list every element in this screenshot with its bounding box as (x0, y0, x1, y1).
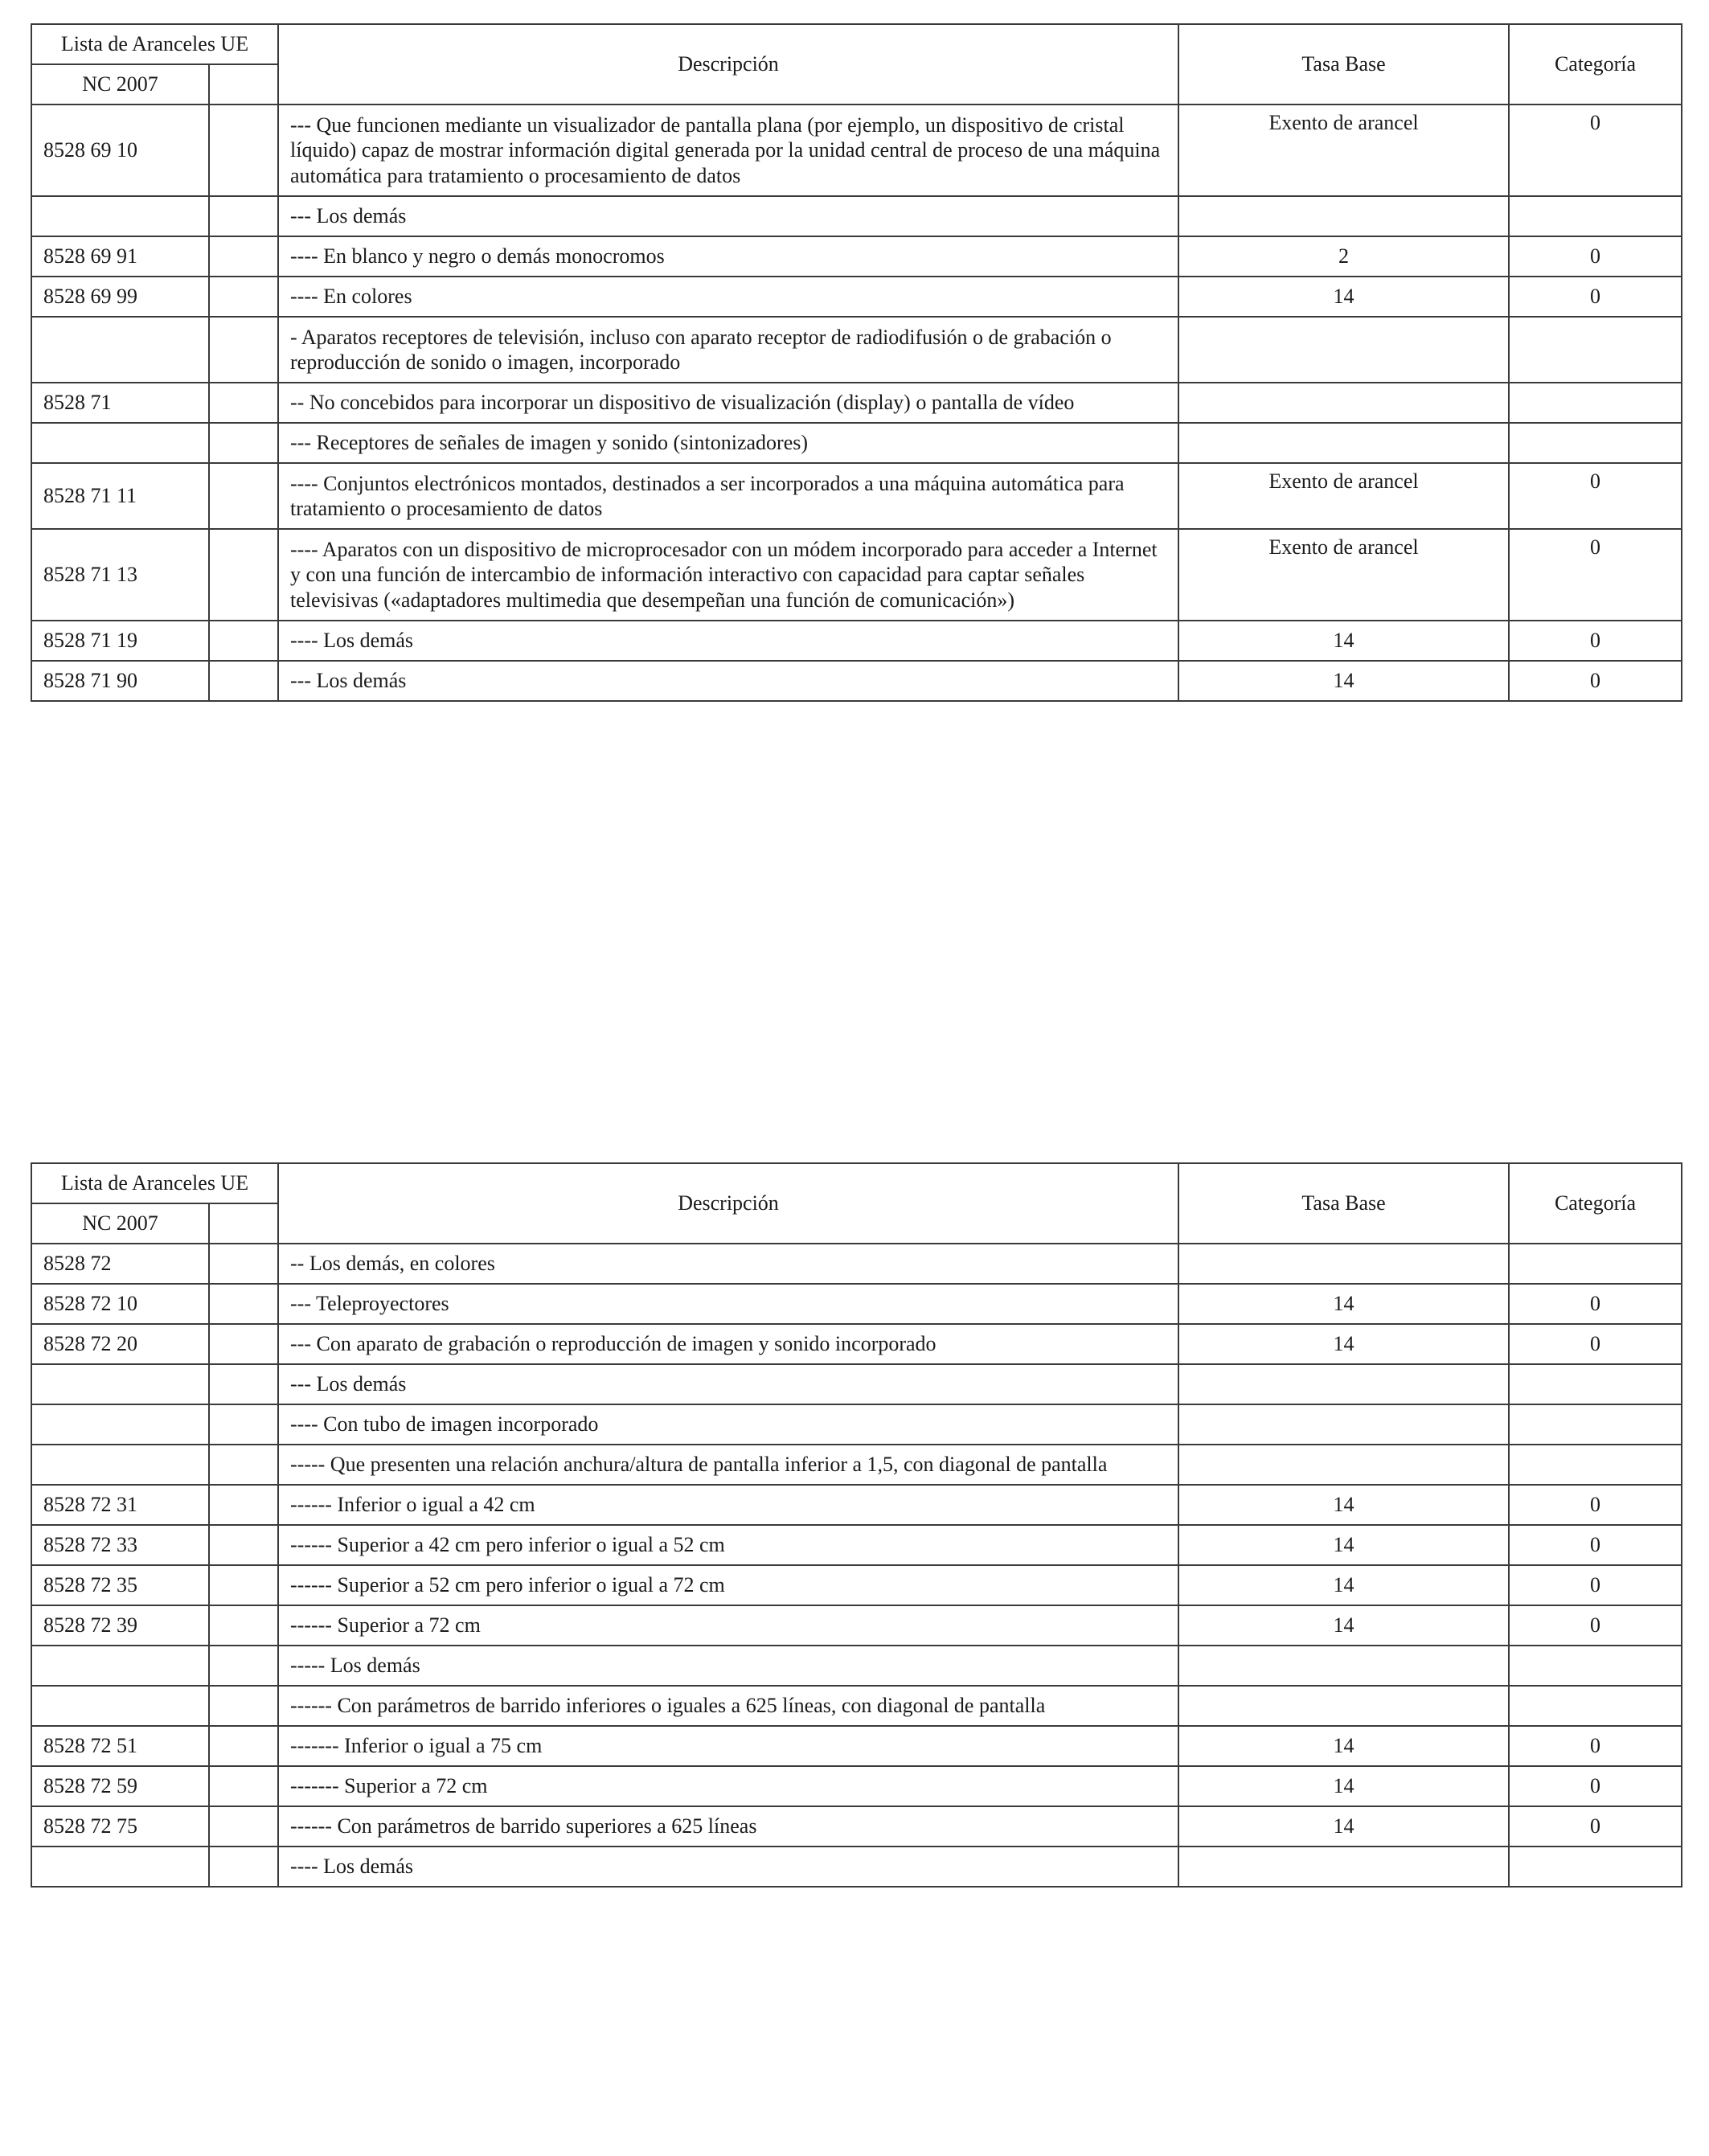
base-rate-header: Tasa Base (1178, 1163, 1509, 1244)
base-rate: 2 (1178, 236, 1509, 277)
category: 0 (1509, 1806, 1682, 1847)
nc-code: 8528 72 75 (31, 1806, 209, 1847)
category: 0 (1509, 529, 1682, 621)
table-header (31, 1163, 1682, 1244)
nc-sub-header (209, 1203, 278, 1244)
category: 0 (1509, 463, 1682, 529)
nc-sub-header (209, 64, 278, 105)
nc-code (31, 1847, 209, 1887)
base-rate (1178, 1686, 1509, 1726)
nc-header: NC 2007 (31, 1203, 209, 1244)
description: ---- En blanco y negro o demás monocromos (278, 236, 1178, 277)
base-rate: 14 (1178, 1605, 1509, 1646)
base-rate (1178, 1244, 1509, 1284)
nc-sub (209, 1605, 278, 1646)
table-row (31, 196, 1682, 236)
nc-sub (209, 236, 278, 277)
table-row (31, 105, 1682, 196)
nc-header: NC 2007 (31, 64, 209, 105)
description: --- Los demás (278, 661, 1178, 701)
base-rate: 14 (1178, 1485, 1509, 1525)
table-row (31, 1244, 1682, 1284)
base-rate: 14 (1178, 1766, 1509, 1806)
base-rate-header: Tasa Base (1178, 24, 1509, 105)
nc-sub (209, 1244, 278, 1284)
description: ------ Superior a 72 cm (278, 1605, 1178, 1646)
base-rate: 14 (1178, 1324, 1509, 1364)
description: ----- Que presenten una relación anchura/altura de pantalla inferior a 1,5, con diagonal de pantalla (278, 1445, 1178, 1485)
category (1509, 1686, 1682, 1726)
table-row (31, 621, 1682, 661)
nc-code: 8528 69 99 (31, 277, 209, 317)
category (1509, 1404, 1682, 1445)
table-row (31, 383, 1682, 423)
base-rate: 14 (1178, 1726, 1509, 1766)
base-rate (1178, 1364, 1509, 1404)
nc-code: 8528 72 59 (31, 1766, 209, 1806)
category: 0 (1509, 236, 1682, 277)
nc-sub (209, 1646, 278, 1686)
table-row (31, 317, 1682, 383)
description-header: Descripción (278, 24, 1178, 105)
nc-code (31, 317, 209, 383)
table-row (31, 277, 1682, 317)
base-rate: Exento de arancel (1178, 105, 1509, 196)
description: --- Los demás (278, 196, 1178, 236)
table-header (31, 24, 1682, 105)
base-rate (1178, 1445, 1509, 1485)
description: ---- En colores (278, 277, 1178, 317)
description: --- Que funcionen mediante un visualizador de pantalla plana (por ejemplo, un dispositivo de cristal líquido) capaz de mostrar información digital generada por la unidad central de proceso de una máquina automática para tratamiento o procesamiento de datos (278, 105, 1178, 196)
category: 0 (1509, 1525, 1682, 1565)
nc-code (31, 1404, 209, 1445)
base-rate (1178, 383, 1509, 423)
description: --- Los demás (278, 1364, 1178, 1404)
schedule-header: Lista de Aranceles UE (31, 1163, 278, 1203)
nc-code: 8528 71 19 (31, 621, 209, 661)
category (1509, 1445, 1682, 1485)
base-rate: 14 (1178, 1565, 1509, 1605)
table-row (31, 1445, 1682, 1485)
table-row (31, 1646, 1682, 1686)
category (1509, 1646, 1682, 1686)
description: --- Con aparato de grabación o reproducción de imagen y sonido incorporado (278, 1324, 1178, 1364)
nc-code: 8528 71 11 (31, 463, 209, 529)
description: ---- Los demás (278, 1847, 1178, 1887)
nc-sub (209, 1686, 278, 1726)
base-rate: 14 (1178, 1525, 1509, 1565)
nc-code (31, 1364, 209, 1404)
nc-sub (209, 1485, 278, 1525)
table-row (31, 1605, 1682, 1646)
nc-sub (209, 529, 278, 621)
table-row (31, 463, 1682, 529)
table-row (31, 1404, 1682, 1445)
nc-sub (209, 661, 278, 701)
table-row (31, 529, 1682, 621)
category: 0 (1509, 621, 1682, 661)
base-rate: Exento de arancel (1178, 463, 1509, 529)
category (1509, 1847, 1682, 1887)
nc-code: 8528 72 33 (31, 1525, 209, 1565)
table-row (31, 1525, 1682, 1565)
table-row (31, 1284, 1682, 1324)
description: ------ Con parámetros de barrido inferiores o iguales a 625 líneas, con diagonal de pantalla (278, 1686, 1178, 1726)
nc-code: 8528 72 10 (31, 1284, 209, 1324)
base-rate: 14 (1178, 621, 1509, 661)
description: ---- Conjuntos electrónicos montados, destinados a ser incorporados a una máquina automática para tratamiento o procesamiento de datos (278, 463, 1178, 529)
nc-code (31, 1686, 209, 1726)
table-row (31, 1766, 1682, 1806)
description: ---- Con tubo de imagen incorporado (278, 1404, 1178, 1445)
description: ------- Superior a 72 cm (278, 1766, 1178, 1806)
table-row (31, 1485, 1682, 1525)
nc-sub (209, 1847, 278, 1887)
description: -- No concebidos para incorporar un dispositivo de visualización (display) o pantalla de vídeo (278, 383, 1178, 423)
nc-sub (209, 621, 278, 661)
nc-code: 8528 72 35 (31, 1565, 209, 1605)
category: 0 (1509, 1605, 1682, 1646)
description: ---- Aparatos con un dispositivo de microprocesador con un módem incorporado para acceder a Internet y con una función de intercambio de información interactivo con capacidad para captar señales televisivas («adaptadores multimedia que desempeñan una función de comunicación») (278, 529, 1178, 621)
tariff-table-2 (31, 1162, 1682, 1888)
description-header: Descripción (278, 1163, 1178, 1244)
nc-sub (209, 1284, 278, 1324)
base-rate (1178, 317, 1509, 383)
description: - Aparatos receptores de televisión, incluso con aparato receptor de radiodifusión o de grabación o reproducción de sonido o imagen, incorporado (278, 317, 1178, 383)
category (1509, 383, 1682, 423)
nc-code (31, 1445, 209, 1485)
table-row (31, 1324, 1682, 1364)
nc-code: 8528 72 20 (31, 1324, 209, 1364)
table-row (31, 1726, 1682, 1766)
nc-code: 8528 71 90 (31, 661, 209, 701)
table-row (31, 1806, 1682, 1847)
nc-sub (209, 423, 278, 463)
table-row (31, 1686, 1682, 1726)
nc-sub (209, 383, 278, 423)
nc-code: 8528 69 91 (31, 236, 209, 277)
base-rate (1178, 196, 1509, 236)
category (1509, 317, 1682, 383)
base-rate: 14 (1178, 277, 1509, 317)
tariff-table-1 (31, 23, 1682, 702)
base-rate (1178, 1847, 1509, 1887)
category: 0 (1509, 1726, 1682, 1766)
nc-code (31, 423, 209, 463)
category-header: Categoría (1509, 24, 1682, 105)
nc-sub (209, 1445, 278, 1485)
category: 0 (1509, 1485, 1682, 1525)
table-row (31, 661, 1682, 701)
table-row (31, 1847, 1682, 1887)
description: ------- Inferior o igual a 75 cm (278, 1726, 1178, 1766)
category: 0 (1509, 1284, 1682, 1324)
table-row (31, 236, 1682, 277)
category (1509, 423, 1682, 463)
nc-code: 8528 69 10 (31, 105, 209, 196)
nc-code: 8528 72 (31, 1244, 209, 1284)
description: ---- Los demás (278, 621, 1178, 661)
description: ------ Con parámetros de barrido superiores a 625 líneas (278, 1806, 1178, 1847)
nc-sub (209, 277, 278, 317)
description: --- Teleproyectores (278, 1284, 1178, 1324)
nc-sub (209, 1565, 278, 1605)
category: 0 (1509, 1766, 1682, 1806)
nc-sub (209, 1525, 278, 1565)
category (1509, 1364, 1682, 1404)
schedule-header: Lista de Aranceles UE (31, 24, 278, 64)
category-header: Categoría (1509, 1163, 1682, 1244)
nc-code: 8528 72 39 (31, 1605, 209, 1646)
description: ------ Superior a 42 cm pero inferior o igual a 52 cm (278, 1525, 1178, 1565)
description: ------ Superior a 52 cm pero inferior o igual a 72 cm (278, 1565, 1178, 1605)
nc-code: 8528 72 31 (31, 1485, 209, 1525)
nc-code: 8528 72 51 (31, 1726, 209, 1766)
table-row (31, 423, 1682, 463)
category (1509, 196, 1682, 236)
category: 0 (1509, 661, 1682, 701)
nc-sub (209, 1806, 278, 1847)
base-rate: 14 (1178, 661, 1509, 701)
nc-sub (209, 317, 278, 383)
nc-sub (209, 196, 278, 236)
category: 0 (1509, 1324, 1682, 1364)
description: ----- Los demás (278, 1646, 1178, 1686)
description: -- Los demás, en colores (278, 1244, 1178, 1284)
table-row (31, 1364, 1682, 1404)
base-rate (1178, 423, 1509, 463)
base-rate: Exento de arancel (1178, 529, 1509, 621)
table-row (31, 1565, 1682, 1605)
nc-code (31, 196, 209, 236)
nc-sub (209, 463, 278, 529)
description: --- Receptores de señales de imagen y sonido (sintonizadores) (278, 423, 1178, 463)
nc-sub (209, 1404, 278, 1445)
description: ------ Inferior o igual a 42 cm (278, 1485, 1178, 1525)
category: 0 (1509, 1565, 1682, 1605)
nc-code: 8528 71 13 (31, 529, 209, 621)
nc-sub (209, 105, 278, 196)
nc-sub (209, 1726, 278, 1766)
base-rate: 14 (1178, 1806, 1509, 1847)
category: 0 (1509, 105, 1682, 196)
nc-sub (209, 1364, 278, 1404)
nc-code (31, 1646, 209, 1686)
category (1509, 1244, 1682, 1284)
base-rate (1178, 1404, 1509, 1445)
base-rate: 14 (1178, 1284, 1509, 1324)
nc-sub (209, 1766, 278, 1806)
category: 0 (1509, 277, 1682, 317)
nc-sub (209, 1324, 278, 1364)
base-rate (1178, 1646, 1509, 1686)
nc-code: 8528 71 (31, 383, 209, 423)
